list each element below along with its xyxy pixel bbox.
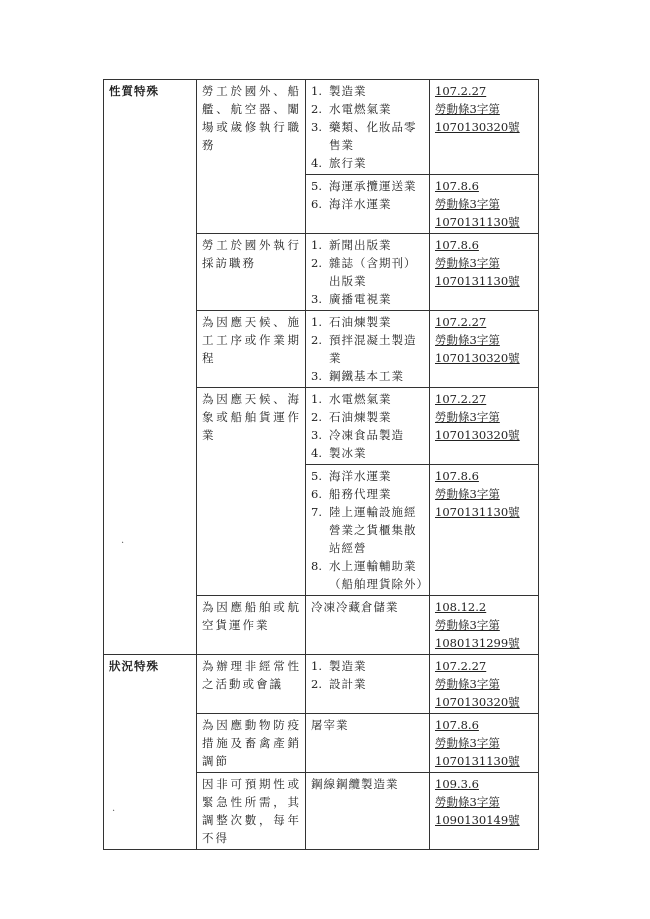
condition-cell: 為因應天候、施工工序或作業期程 xyxy=(197,311,306,388)
item-text: 製造業 xyxy=(329,659,367,673)
ref-doc: 勞動條3字第 xyxy=(435,618,500,632)
ref-doc: 勞動條3字第 xyxy=(435,197,500,211)
industry-item xyxy=(311,467,425,485)
item-number: 1. xyxy=(311,659,322,673)
ref-number: 1090130149號 xyxy=(435,813,520,827)
industry-item xyxy=(311,557,429,593)
industry-list xyxy=(311,390,425,462)
reference-cell xyxy=(430,311,539,388)
item-number: 2. xyxy=(311,410,322,424)
ref-doc: 勞動條3字第 xyxy=(435,487,500,501)
scan-mark: · xyxy=(121,538,125,549)
ref-doc: 勞動條3字第 xyxy=(435,102,500,116)
item-number: 1. xyxy=(311,84,322,98)
condition-cell: 為因應動物防疫措施及畜禽產銷調節 xyxy=(197,714,306,773)
industry-item xyxy=(311,313,425,331)
item-number: 1. xyxy=(311,315,322,329)
ref-date: 107.2.27 xyxy=(435,659,487,673)
industry-list xyxy=(311,82,425,172)
ref-doc: 勞動條3字第 xyxy=(435,736,500,750)
item-text: 製冰業 xyxy=(329,446,367,460)
item-text: 新聞出版業 xyxy=(329,238,392,252)
item-number: 4. xyxy=(311,446,322,460)
category-cell: 性質特殊 xyxy=(104,80,197,655)
industry-cell xyxy=(306,311,430,388)
ref-number: 1070131130號 xyxy=(435,505,520,519)
item-text: 設計業 xyxy=(329,677,367,691)
ref-date: 107.2.27 xyxy=(435,84,487,98)
ref-date: 107.2.27 xyxy=(435,315,487,329)
table-row xyxy=(104,80,539,175)
ref-date: 109.3.6 xyxy=(435,777,479,791)
industry-item xyxy=(311,485,425,503)
item-number: 2. xyxy=(311,677,322,691)
ref-number: 1080131299號 xyxy=(435,636,520,650)
industry-cell xyxy=(306,596,430,655)
item-number: 1. xyxy=(311,238,322,252)
item-text: 石油煉製業 xyxy=(329,315,392,329)
industry-list xyxy=(311,236,425,308)
industry-item xyxy=(311,408,425,426)
industry-list xyxy=(311,657,425,693)
item-number: 3. xyxy=(311,369,322,383)
industry-item xyxy=(311,426,425,444)
item-number: 3. xyxy=(311,428,322,442)
item-number: 5. xyxy=(311,179,322,193)
ref-number: 1070130320號 xyxy=(435,428,520,442)
industry-cell xyxy=(306,773,430,850)
item-number: 2. xyxy=(311,256,322,270)
item-text: 冷凍食品製造 xyxy=(329,428,404,442)
industry-cell xyxy=(306,80,430,175)
item-text: 預拌混凝土製造業 xyxy=(329,333,417,365)
item-number: 5. xyxy=(311,469,322,483)
ref-date: 107.8.6 xyxy=(435,469,479,483)
item-text: 製造業 xyxy=(329,84,367,98)
item-text: 海洋水運業 xyxy=(329,197,392,211)
reference-cell xyxy=(430,234,539,311)
ref-doc: 勞動條3字第 xyxy=(435,795,500,809)
ref-date: 107.8.6 xyxy=(435,718,479,732)
ref-date: 108.12.2 xyxy=(435,600,487,614)
item-number: 2. xyxy=(311,333,322,347)
item-text: 陸上運輸設施經營業之貨櫃集散站經營 xyxy=(329,505,417,555)
industry-item xyxy=(311,367,425,385)
item-number: 1. xyxy=(311,392,322,406)
industry-item xyxy=(311,331,425,367)
industry-item xyxy=(311,118,425,154)
industry-cell xyxy=(306,175,430,234)
industry-item: 冷凍冷藏倉儲業 xyxy=(311,600,399,614)
reference-cell xyxy=(430,80,539,175)
ref-date: 107.8.6 xyxy=(435,238,479,252)
item-text: 鋼鐵基本工業 xyxy=(329,369,404,383)
industry-item xyxy=(311,100,425,118)
condition-cell: 因非可預期性或緊急性所需，其調整次數，每年不得 xyxy=(197,773,306,850)
industry-cell xyxy=(306,714,430,773)
item-number: 6. xyxy=(311,197,322,211)
industry-item xyxy=(311,82,425,100)
item-number: 2. xyxy=(311,102,322,116)
industry-item xyxy=(311,503,425,557)
item-number: 8. xyxy=(311,559,322,573)
ref-doc: 勞動條3字第 xyxy=(435,333,500,347)
industry-list xyxy=(311,177,425,213)
item-text: 海運承攬運送業 xyxy=(329,179,417,193)
industry-item xyxy=(311,195,425,213)
item-number: 3. xyxy=(311,292,322,306)
item-number: 7. xyxy=(311,505,322,519)
industry-cell xyxy=(306,655,430,714)
industry-item xyxy=(311,444,425,462)
industry-cell xyxy=(306,234,430,311)
ref-number: 1070130320號 xyxy=(435,695,520,709)
industry-cell xyxy=(306,465,430,596)
ref-doc: 勞動條3字第 xyxy=(435,410,500,424)
item-number: 6. xyxy=(311,487,322,501)
industry-item: 鋼線鋼纜製造業 xyxy=(311,777,399,791)
item-text: 水電燃氣業 xyxy=(329,392,392,406)
ref-number: 1070131130號 xyxy=(435,274,520,288)
reference-cell xyxy=(430,596,539,655)
ref-date: 107.2.27 xyxy=(435,392,487,406)
regulation-table xyxy=(103,79,539,850)
reference-cell xyxy=(430,175,539,234)
condition-cell: 勞工於國外、船艦、航空器、闈場或歲修執行職務 xyxy=(197,80,306,234)
reference-cell xyxy=(430,714,539,773)
ref-doc: 勞動條3字第 xyxy=(435,677,500,691)
industry-item xyxy=(311,290,425,308)
item-text: 船務代理業 xyxy=(329,487,392,501)
condition-cell: 為辦理非經常性之活動或會議 xyxy=(197,655,306,714)
ref-number: 1070130320號 xyxy=(435,351,520,365)
item-text: 海洋水運業 xyxy=(329,469,392,483)
industry-item xyxy=(311,254,425,290)
condition-cell: 為因應船舶或航空貨運作業 xyxy=(197,596,306,655)
industry-list xyxy=(311,467,429,593)
condition-cell: 為因應天候、海象或船舶貨運作業 xyxy=(197,388,306,596)
industry-item xyxy=(311,154,425,172)
item-text: 雜誌（含期刊）出版業 xyxy=(329,256,417,288)
ref-number: 1070131130號 xyxy=(435,754,520,768)
item-text: 藥類、化妝品零售業 xyxy=(329,120,417,152)
item-text: 石油煉製業 xyxy=(329,410,392,424)
industry-item xyxy=(311,390,425,408)
table-row xyxy=(104,655,539,714)
reference-cell xyxy=(430,388,539,465)
category-cell: 狀況特殊 xyxy=(104,655,197,850)
industry-cell xyxy=(306,388,430,465)
reference-cell xyxy=(430,655,539,714)
industry-item xyxy=(311,236,425,254)
reference-cell xyxy=(430,465,539,596)
industry-item: 屠宰業 xyxy=(311,718,349,732)
industry-item xyxy=(311,177,425,195)
industry-item xyxy=(311,675,425,693)
ref-number: 1070130320號 xyxy=(435,120,520,134)
item-text: 水電燃氣業 xyxy=(329,102,392,116)
ref-doc: 勞動條3字第 xyxy=(435,256,500,270)
item-text: 水上運輸輔助業（船舶理貨除外） xyxy=(329,559,429,591)
ref-number: 1070131130號 xyxy=(435,215,520,229)
item-text: 旅行業 xyxy=(329,156,367,170)
scan-mark: · xyxy=(112,806,116,817)
ref-date: 107.8.6 xyxy=(435,179,479,193)
condition-cell: 勞工於國外執行採訪職務 xyxy=(197,234,306,311)
industry-item xyxy=(311,657,425,675)
item-number: 3. xyxy=(311,120,322,134)
item-text: 廣播電視業 xyxy=(329,292,392,306)
reference-cell xyxy=(430,773,539,850)
item-number: 4. xyxy=(311,156,322,170)
industry-list xyxy=(311,313,425,385)
